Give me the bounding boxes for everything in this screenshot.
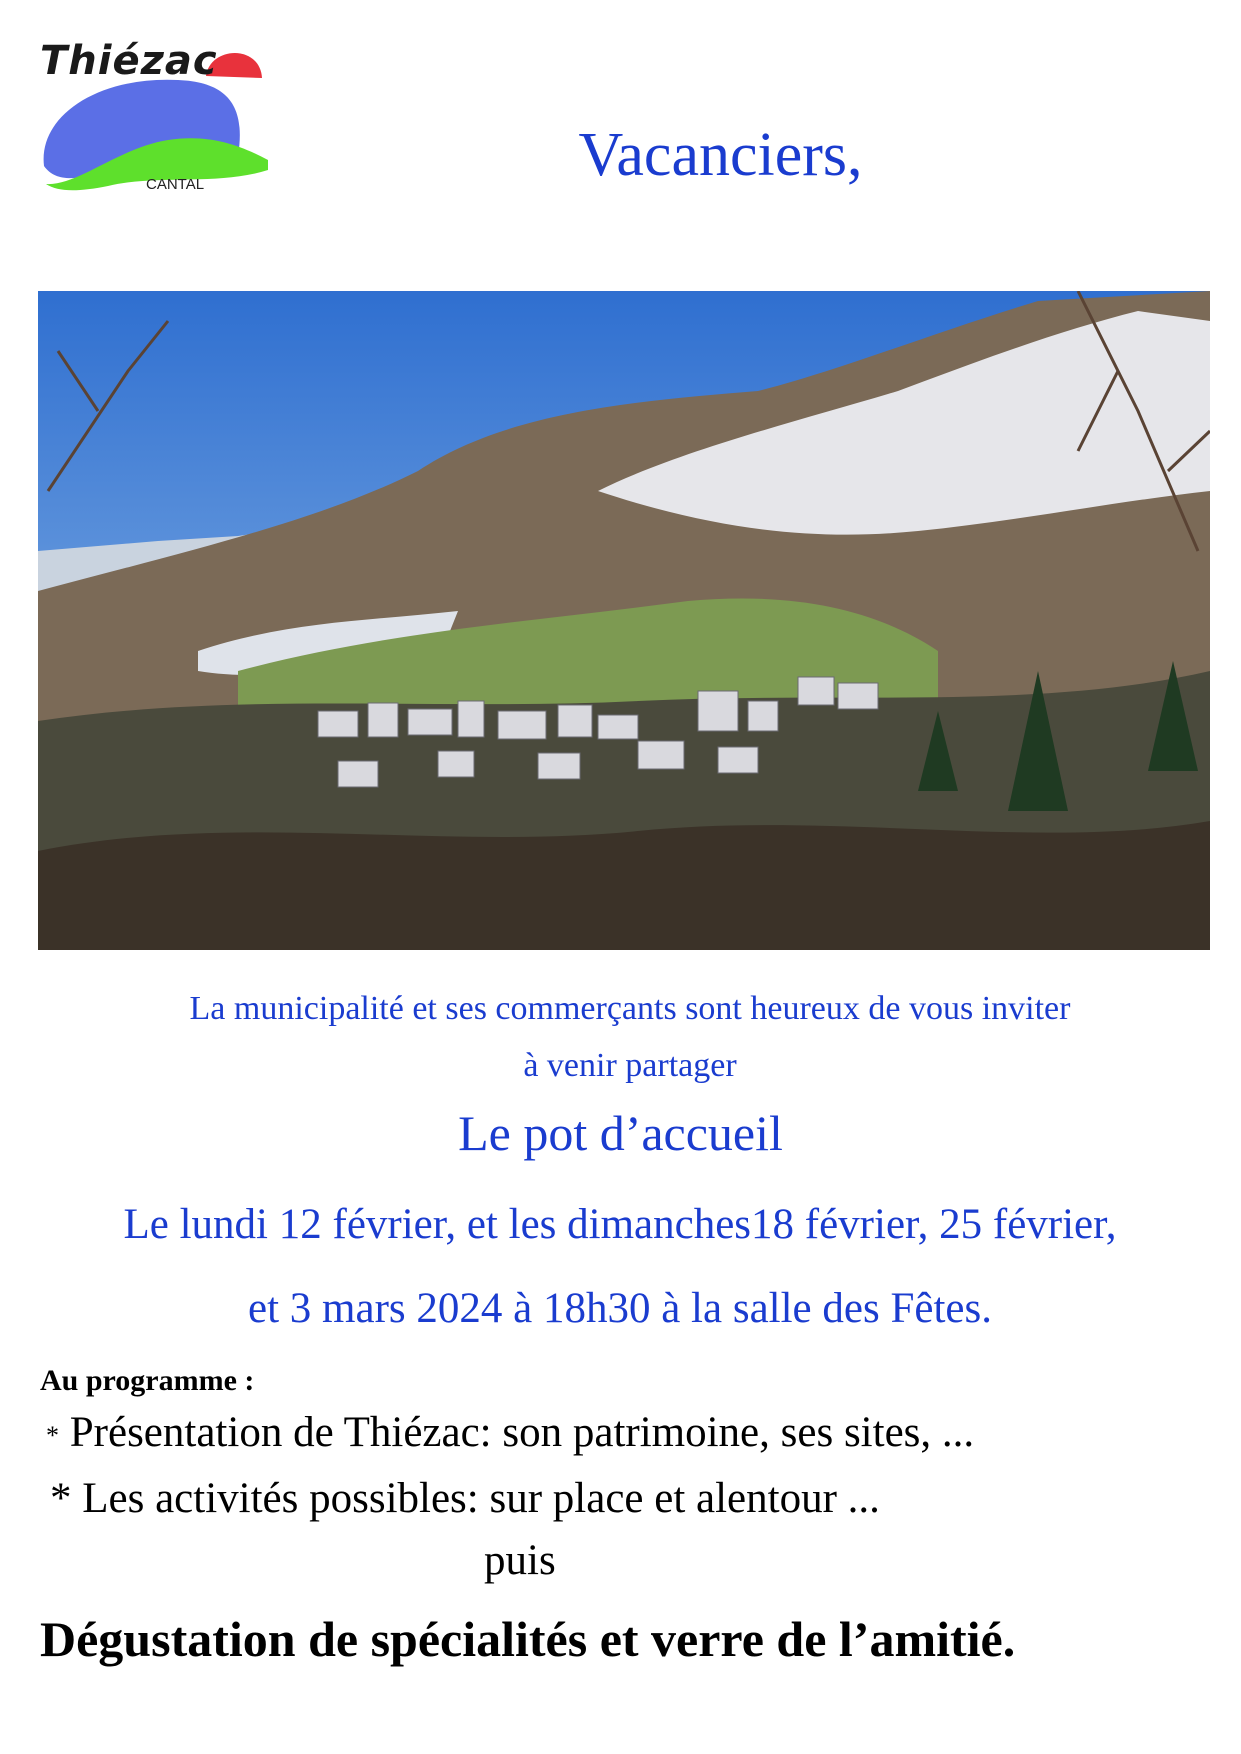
invitation-line-1: La municipalité et ses commerçants sont heureux de vous inviter — [189, 990, 1071, 1027]
event-dates-line-2: et 3 mars 2024 à 18h30 à la salle des Fêtes. — [248, 1285, 992, 1332]
program-item-text: Les activités possibles: sur place et alentour ... — [82, 1475, 880, 1522]
village-landscape-photo — [38, 291, 1210, 950]
event-title: Le pot d’accueil — [458, 1105, 783, 1161]
invitation-text — [40, 980, 1220, 1094]
program-item — [50, 1474, 880, 1523]
bullet-star: * — [46, 1421, 59, 1450]
event-dates-line-1: Le lundi 12 février, et les dimanches18 février, 25 février, — [123, 1201, 1117, 1248]
bullet-star: * — [50, 1475, 72, 1522]
logo-region: CANTAL — [146, 176, 205, 193]
closing-line: Dégustation de spécialités et verre de l’amitié. — [40, 1611, 1016, 1667]
program-item — [46, 1408, 974, 1457]
program-then: puis — [484, 1537, 556, 1584]
page-title: Vacanciers, — [578, 121, 863, 189]
logo-name: Thiézac — [40, 38, 218, 84]
invitation-line-2: à venir partager — [523, 1047, 737, 1084]
program-heading: Au programme : — [40, 1364, 255, 1397]
program-item-text: Présentation de Thiézac: son patrimoine, ses sites, ... — [69, 1409, 975, 1456]
